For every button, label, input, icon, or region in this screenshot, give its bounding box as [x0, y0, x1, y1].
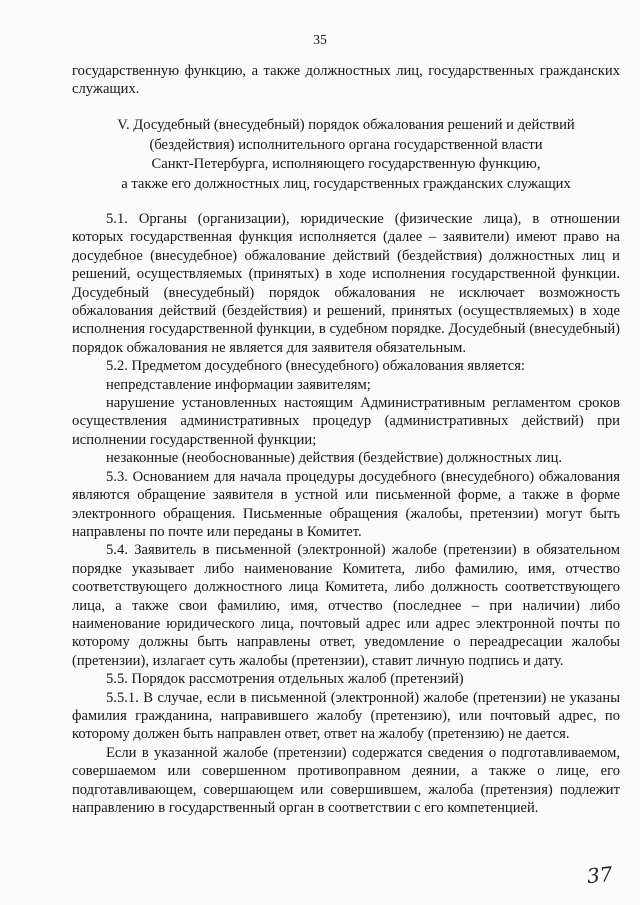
paragraph-5-5-1: 5.5.1. В случае, если в письменной (электронной) жалобе (претензии) не указаны фамилия гражданина, направившего жалобу (претензию), или почтовый адрес, по которому должен быть направлен ответ, ответ на жалобу (претензию) не дается. — [72, 689, 620, 743]
section-body — [72, 210, 620, 817]
section-title-line: V. Досудебный (внесудебный) порядок обжалования решений и действий — [117, 117, 575, 133]
continuation-block — [72, 62, 620, 99]
section-title-line: а также его должностных лиц, государственных гражданских служащих — [121, 175, 571, 192]
section-title-line: Санкт-Петербурга, исполняющего государственную функцию, — [151, 156, 541, 172]
paragraph-5-3: 5.3. Основанием для начала процедуры досудебного (внесудебного) обжалования являются обращение заявителя в устной или письменной форме, а также в форме электронного обращения. Письменные обращения (жалобы, претензии) могут быть направлены по почте или переданы в Комитет. — [72, 468, 620, 540]
page-number: 35 — [313, 32, 327, 47]
paragraph-5-5: 5.5. Порядок рассмотрения отдельных жалоб (претензий) — [106, 671, 464, 688]
list-item: незаконные (необоснованные) действия (бездействие) должностных лиц. — [106, 450, 563, 467]
list-item: непредставление информации заявителям; — [106, 376, 371, 393]
handwritten-page-number: 37 — [585, 861, 614, 889]
continuation-paragraph: государственную функцию, а также должностных лиц, государственных гражданских служащих. — [72, 63, 620, 98]
paragraph-5-2: 5.2. Предметом досудебного (внесудебного) обжалования является: — [106, 358, 526, 375]
list-item: нарушение установленных настоящим Административным регламентом сроков осуществления административных процедур (административных действий) при исполнении государственной функции; — [72, 395, 620, 448]
paragraph-5-4: 5.4. Заявитель в письменной (электронной) жалобе (претензии) в обязательном порядке указывает либо наименование Комитета, либо фамилию, имя, отчество соответствующего должностного лица Комитета, либо должность соответствующего лица, а также свои фамилию, имя, отчество (последнее – при наличии) либо наименование юридического лица, почтовый адрес или адрес электронной почты по которому должны быть направлены ответ, уведомление о переадресации жалобы (претензии), излагает суть жалобы (претензии), ставит личную подпись и дату. — [72, 542, 620, 669]
paragraph-if: Если в указанной жалобе (претензии) содержатся сведения о подготавливаемом, совершаемом или совершенном противоправном деянии, а также о лице, его подготавливающем, совершающем или совершившем, жалоба (претензия) подлежит направлению в государственный орган в соответствии с его компетенцией. — [72, 744, 620, 816]
section-title-line: (бездействия) исполнительного органа государственной власти — [149, 136, 543, 153]
paragraph-5-1: 5.1. Органы (организации), юридические (физические лица), в отношении которых государственная функция исполняется (далее – заявители) имеют право на досудебное (внесудебное) обжалование действий (бездействия) должностных лиц и решений, осуществляемых (принятых) в ходе исполнения государственной функции. Досудебный (внесудебный) порядок обжалования не исключает возможность обжалования действий (бездействия) и решений, принятых (осуществляемых) в ходе исполнения государственной функции, в судебном порядке. Досудебный (внесудебный) порядок обжалования не является для заявителя обязательным. — [72, 211, 620, 356]
section-title — [72, 116, 620, 194]
